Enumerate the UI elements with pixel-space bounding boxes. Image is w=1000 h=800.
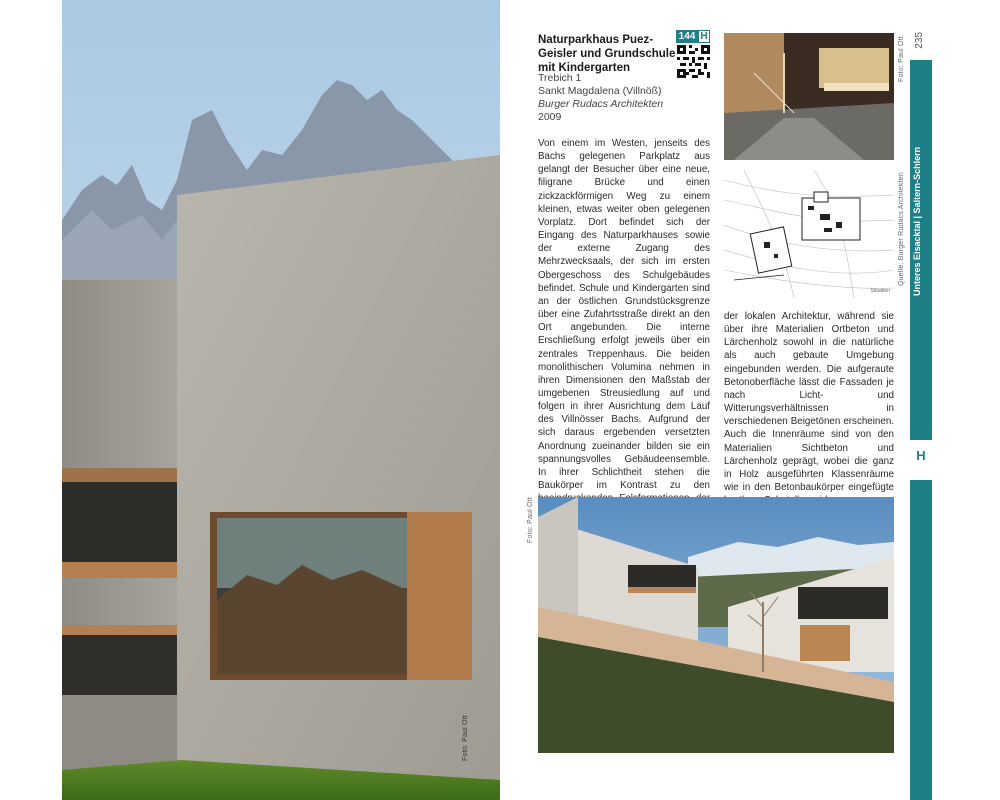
photo-credit-interior: Foto: Paul Ott <box>898 36 905 82</box>
qr-code[interactable] <box>677 45 710 78</box>
entry-architect: Burger Rudacs Architekten <box>538 98 664 110</box>
photo-credit-exterior: Foto: Paul Ott <box>527 497 534 543</box>
section-title: Unteres Eisacktal | Saltern-Schlern <box>912 146 922 296</box>
section-tab-letter: H <box>916 448 926 463</box>
plan-label: Situation <box>870 288 890 294</box>
site-plan <box>724 170 894 298</box>
body-text-column-1: Von einem im Westen, jenseits des Bachs gelegenen Parkplatz aus gelangt der Besucher über eine neue, filigrane Brücke und einen zickzackförmigen Weg zu einem kleinen, etwas weiter oben gelegenen Vorplatz. Dort befindet sich der Eingang des Naturparkhauses sowie der externe Zugang des Mehrzwecksaals, der sich im ersten Obergeschoss des Schulgebäudes befindet. Schule und Kindergarten sind an der östlichen Grundstücksgrenze über eine Zufahrtsstraße direkt an den Ort angebunden. Die interne Erschließung erfolgt jeweils über ein zentrales Treppenhaus. Die beiden monolithischen Volumina nehmen in ihren Dimensionen den Maßstab der umgebenen Streusiedlung auf und folgen in ihrer Ausrichtung dem Lauf des Villnösser Bachs. Aufgrund der sich daraus ergebenden versetzten Anordnung zueinander bilden sie ein spannungsvolles Gebäudeensemble. In ihrer Schlichtheit stehen die Baukörper im Kontrast zu den <box>538 138 710 492</box>
entry-title: Naturparkhaus Puez-Geisler und Grundschule mit Kindergarten <box>538 34 676 74</box>
badge-number: 144 <box>676 30 698 43</box>
badge-letter: H <box>698 30 710 43</box>
exterior-photo <box>538 497 894 753</box>
photo-credit-left: Foto: Paul Ott <box>462 715 469 761</box>
entry-year: 2009 <box>538 111 562 123</box>
plan-credit: Quelle: Burger Rudacs Architekten <box>898 172 905 286</box>
section-tab-bar-lower <box>910 480 932 800</box>
entry-address: Trebich 1 <box>538 72 582 84</box>
entry-town: Sankt Magdalena (Villnöß) <box>538 85 662 97</box>
interior-photo <box>724 33 894 160</box>
entry-badge <box>676 30 710 43</box>
page-number-right: 235 <box>914 32 925 49</box>
building-photo-left <box>62 0 500 800</box>
body-text-column-2: der lokalen Architektur, während sie über ihre Materialien Ortbeton und Lärchenholz sowohl in die natürliche als auch gebaute Umgebung eingebunden werden. Die aufgeraute Betonoberfläche lässt die Fassaden je nach Licht- und Witterungsverhältnissen in verschiedenen Beigetönen erscheinen. Auch die Innenräume sind von den Materialien Sichtbeton und Lärchenholz geprägt, wobei die ganz in Holz ausgeführten Klassenräume wie in den Betonbaukörper eingefügte <box>724 311 894 494</box>
